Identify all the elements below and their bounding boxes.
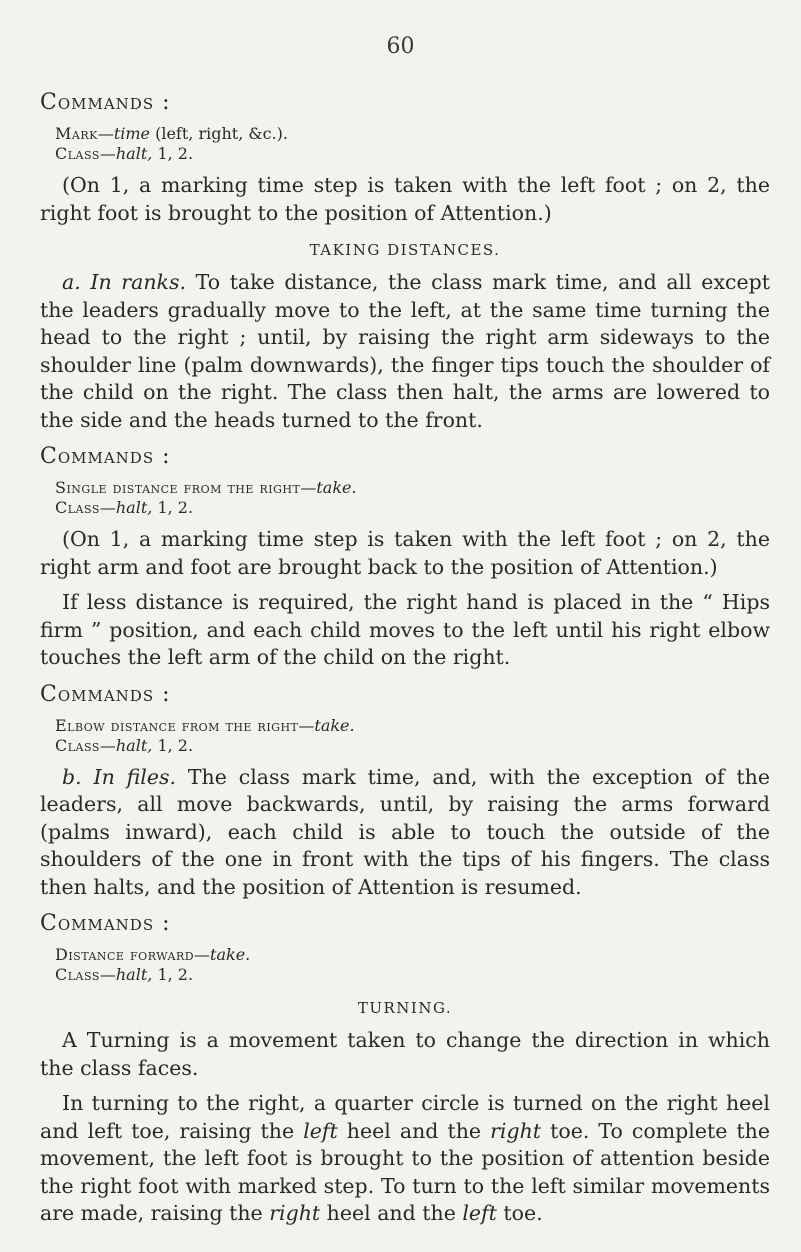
- section-title-turning: TURNING.: [357, 999, 453, 1017]
- page-number: 60: [386, 34, 415, 59]
- paragraph-in-files: b. In files. The class mark time, and, with the exception of the leaders, all move backwards, until, by raising the arms forward (palms inward), each child is able to touch the outside of the shoulders of the one in front with the tips of his fingers. The class then halts, and the position of Attention is resumed.: [40, 764, 770, 899]
- commands-heading-4: Commands :: [40, 911, 171, 936]
- commands-heading-1: Commands :: [40, 90, 171, 115]
- command-line-distance-forward: Distance forward—take.: [55, 945, 251, 964]
- command-line-mark: Mark—time (left, right, &c.).: [55, 124, 288, 143]
- note-paragraph-2: (On 1, a marking time step is taken with the left foot ; on 2, the right arm and foot are brought back to the position of Attention.): [40, 527, 770, 579]
- paragraph-turning-right: In turning to the right, a quarter circle is turned on the right heel and left toe, raising the left heel and the right toe. To complete the movement, the left foot is brought to the position of attention beside the right foot with marked step. To turn to the left similar movements are made, raising the right heel and the left toe.: [40, 1091, 770, 1225]
- command-line-single-distance: Single distance from the right—take.: [55, 478, 357, 497]
- commands-heading-3: Commands :: [40, 681, 171, 707]
- command-line-class: Class—halt, 1, 2.: [55, 144, 194, 163]
- page-content: [40, 88, 770, 1228]
- paragraph-in-ranks: a. In ranks. To take distance, the class mark time, and all except the leaders gradually move to the left, at the same time turning the head to the right ; until, by raising the right arm sideways to the shoulder line (palm downwards), the finger tips touch the shoulder of the child on the right. The class then halt, the arms are lowered to the side and the heads turned to the front.: [40, 270, 770, 432]
- command-line-class: Class—halt, 1, 2.: [55, 498, 194, 517]
- command-line-elbow-distance: Elbow distance from the right—take.: [55, 715, 355, 735]
- section-title-taking-distances: TAKING DISTANCES.: [309, 241, 501, 259]
- command-line-class: Class—halt, 1, 2.: [55, 965, 194, 984]
- note-paragraph-1: (On 1, a marking time step is taken with the left foot ; on 2, the right foot is brought to the position of Attention.): [40, 173, 770, 225]
- paragraph-hips-firm: If less distance is required, the right hand is placed in the “ Hips firm ” position, and each child moves to the left until his right elbow touches the left arm of the child on the right.: [40, 590, 770, 669]
- command-line-class: Class—halt, 1, 2.: [55, 735, 194, 755]
- paragraph-turning-definition: A Turning is a movement taken to change the direction in which the class faces.: [40, 1028, 770, 1080]
- commands-heading-2: Commands :: [40, 444, 171, 469]
